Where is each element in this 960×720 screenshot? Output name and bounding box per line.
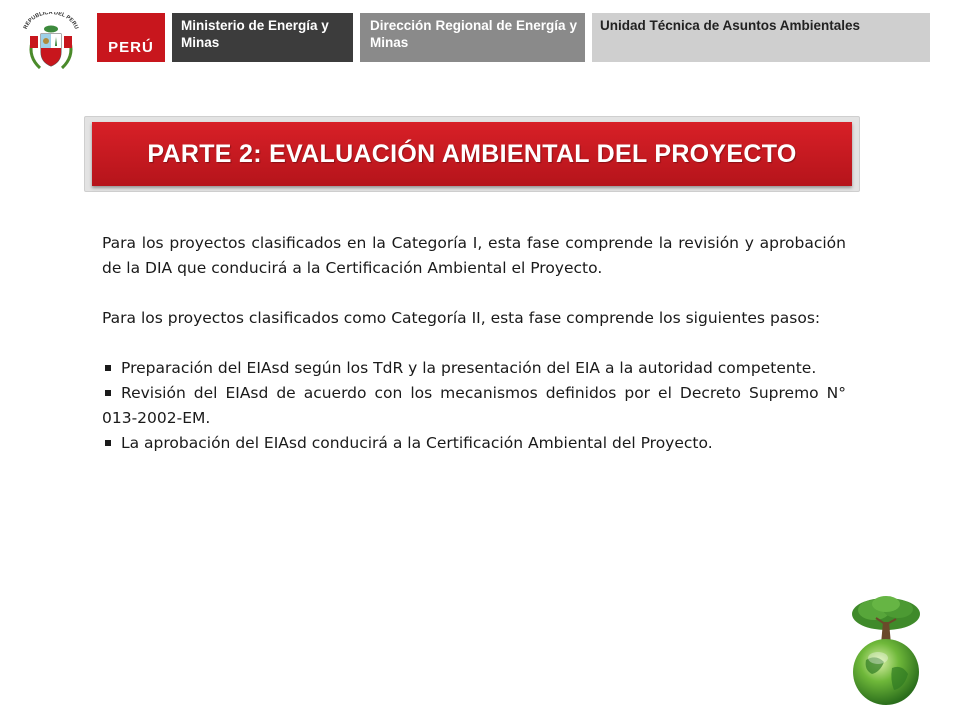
list-item-text: La aprobación del EIAsd conducirá a la Certificación Ambiental del Proyecto. [121,434,713,452]
square-bullet-icon [105,365,111,371]
directorate-text: Dirección Regional de Energía y Minas [370,18,577,50]
list-item [102,381,846,431]
peru-coat-of-arms-icon [18,12,84,74]
body-text [102,231,846,456]
country-label [97,13,165,62]
paragraph-category-2: Para los proyectos clasificados como Categoría II, esta fase comprende los siguientes pasos: [102,309,821,327]
ministry-label [172,13,353,62]
tree-globe-icon [836,594,936,708]
directorate-label [360,13,585,62]
square-bullet-icon [105,390,111,396]
list-item-text: Revisión del EIAsd de acuerdo con los mecanismos definidos por el Decreto Supremo N° 013-2002-EM. [102,384,846,427]
country-text: PERÚ [108,39,154,56]
square-bullet-icon [105,440,111,446]
unit-label [592,13,930,62]
list-item [102,431,846,456]
unit-text: Unidad Técnica de Asuntos Ambientales [600,18,861,33]
page-title: PARTE 2: EVALUACIÓN AMBIENTAL DEL PROYECTO [92,122,852,186]
paragraph-category-1: Para los proyectos clasificados en la Categoría I, esta fase comprende la revisión y aprobación de la DIA que conducirá a la Certificación Ambiental el Proyecto. [102,234,846,277]
list-item-text: Preparación del EIAsd según los TdR y la presentación del EIA a la autoridad competente. [121,359,817,377]
list-item [102,356,846,381]
title-banner [84,116,860,192]
ministry-text: Ministerio de Energía y Minas [181,18,329,50]
crest-caption: REPUBLICA DEL PERU [22,12,80,31]
